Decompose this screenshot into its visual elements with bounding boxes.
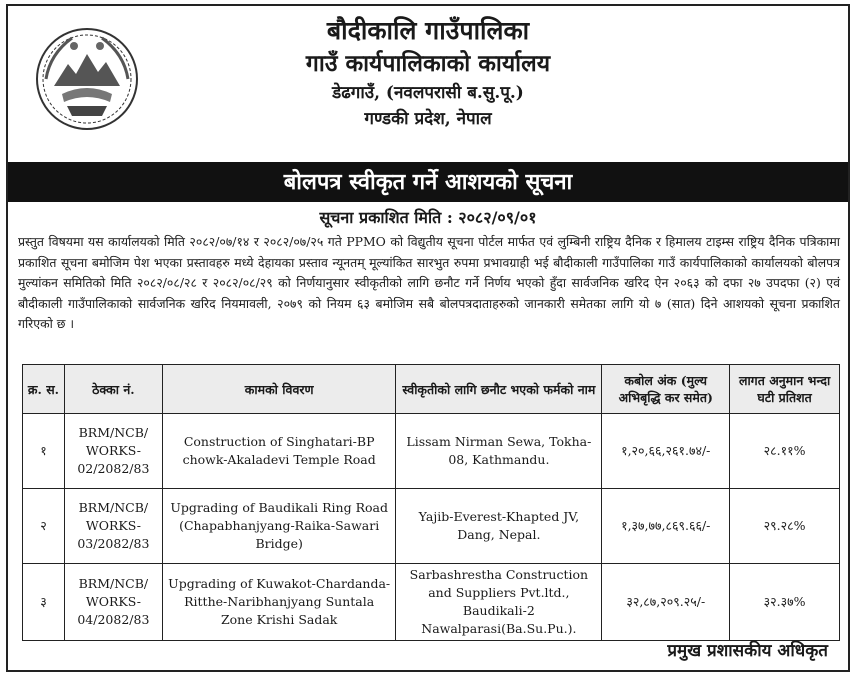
cell-firm: Sarbashrestha Construction and Suppliers Pvt.ltd., Baudikali-2 Nawalparasi(Ba.Su.Pu.). xyxy=(396,564,602,641)
cell-below: २९.२८% xyxy=(730,489,840,564)
office-name: गाउँ कार्यपालिकाको कार्यालय xyxy=(305,50,551,77)
header-firm: स्वीकृतीको लागि छनौट भएको फर्मको नाम xyxy=(396,365,602,414)
notice-body: प्रस्तुत विषयमा यस कार्यालयको मिति २०८२/०७/१४ र २०८२/०७/२५ गते PPMO को विद्युतीय सूचना पोर्टल मार्फत एवं लुम्बिनी राष्ट्रिय दैनिक र हिमालय टाइम्स राष्ट्रिय दैनिक पत्रिकामा प्रकाशित सूचना बमोजिम पेश भएका प्रस्तावहरु मध्ये देहायका प्रस्ताव न्यूनतम् मूल्यांकित सारभुत रुपमा प्रभावग्राही भई बौदीकाली गाउँपालिका गाउँ कार्यपालिकाको कार्यालयको बोलपत्र मुल्यांकन समितिको मिति २०८२/०८/२८ र २०८२/०८/२९ को निर्णयानुसार स्वीकृतीको लागि छनौट गर्ने निर्णय भएको हुँदा सार्वजनिक खरिद ऐन २०६३ को दफा २७ उपदफा (२) एवं बौदीकाली गाउँपालिकाको सार्वजनिक खरिद नियमावली, २०७९ को नियम ६३ बमोजिम सबै बोलपत्रदाताहरुको जानकारी समेतका लागि यो ७ (सात) दिने आशयको सूचना प्रकाशित गरिएको छ । xyxy=(18,234,840,331)
cell-firm: Lissam Nirman Sewa, Tokha-08, Kathmandu. xyxy=(396,414,602,489)
cell-bid: १,३७,७७,८६९.६६/- xyxy=(602,489,730,564)
header-contract: ठेक्का नं. xyxy=(64,365,162,414)
cell-contract: BRM/NCB/ WORKS- 03/2082/83 xyxy=(64,489,162,564)
header-work: कामको विवरण xyxy=(162,365,396,414)
office-address: डेढगाउँ, (नवलपरासी ब.सु.पू.) xyxy=(332,83,524,103)
cell-below: २८.११% xyxy=(730,414,840,489)
nepal-government-emblem-icon xyxy=(32,24,142,134)
table-row xyxy=(23,564,840,641)
cell-sn: ३ xyxy=(23,564,65,641)
cell-sn: १ xyxy=(23,414,65,489)
header-below: लागत अनुमान भन्दा घटी प्रतिशत xyxy=(730,365,840,414)
cell-contract: BRM/NCB/ WORKS- 02/2082/83 xyxy=(64,414,162,489)
table-row xyxy=(23,489,840,564)
table-header-row xyxy=(23,365,840,414)
header-bid: कबोल अंक (मुल्य अभिबृद्धि कर समेत) xyxy=(602,365,730,414)
cell-work: Upgrading of Baudikali Ring Road (Chapabhanjyang-Raika-Sawari Bridge) xyxy=(162,489,396,564)
cell-work: Upgrading of Kuwakot-Chardanda-Ritthe-Naribhanjyang Suntala Zone Krishi Sadak xyxy=(162,564,396,641)
header-sn: क्र. स. xyxy=(23,365,65,414)
cell-below: ३२.३७% xyxy=(730,564,840,641)
notice-title-banner: बोलपत्र स्वीकृत गर्ने आशयको सूचना xyxy=(8,162,848,202)
cell-firm: Yajib-Everest-Khapted JV, Dang, Nepal. xyxy=(396,489,602,564)
signature-title: प्रमुख प्रशासकीय अधिकृत xyxy=(667,641,828,661)
bid-results-table xyxy=(22,364,840,641)
cell-sn: २ xyxy=(23,489,65,564)
cell-work: Construction of Singhatari-BP chowk-Akaladevi Temple Road xyxy=(162,414,396,489)
cell-bid: ३२,८७,२०९.२५/- xyxy=(602,564,730,641)
province-name: गण्डकी प्रदेश, नेपाल xyxy=(364,109,492,129)
table-row xyxy=(23,414,840,489)
cell-bid: १,२०,६६,२६१.७४/- xyxy=(602,414,730,489)
cell-contract: BRM/NCB/ WORKS- 04/2082/83 xyxy=(64,564,162,641)
published-date: सूचना प्रकाशित मिति : २०८२/०९/०१ xyxy=(319,208,537,227)
municipality-name: बौदीकालि गाउँपालिका xyxy=(326,16,530,45)
notice-page xyxy=(6,4,850,672)
office-header xyxy=(148,14,708,132)
